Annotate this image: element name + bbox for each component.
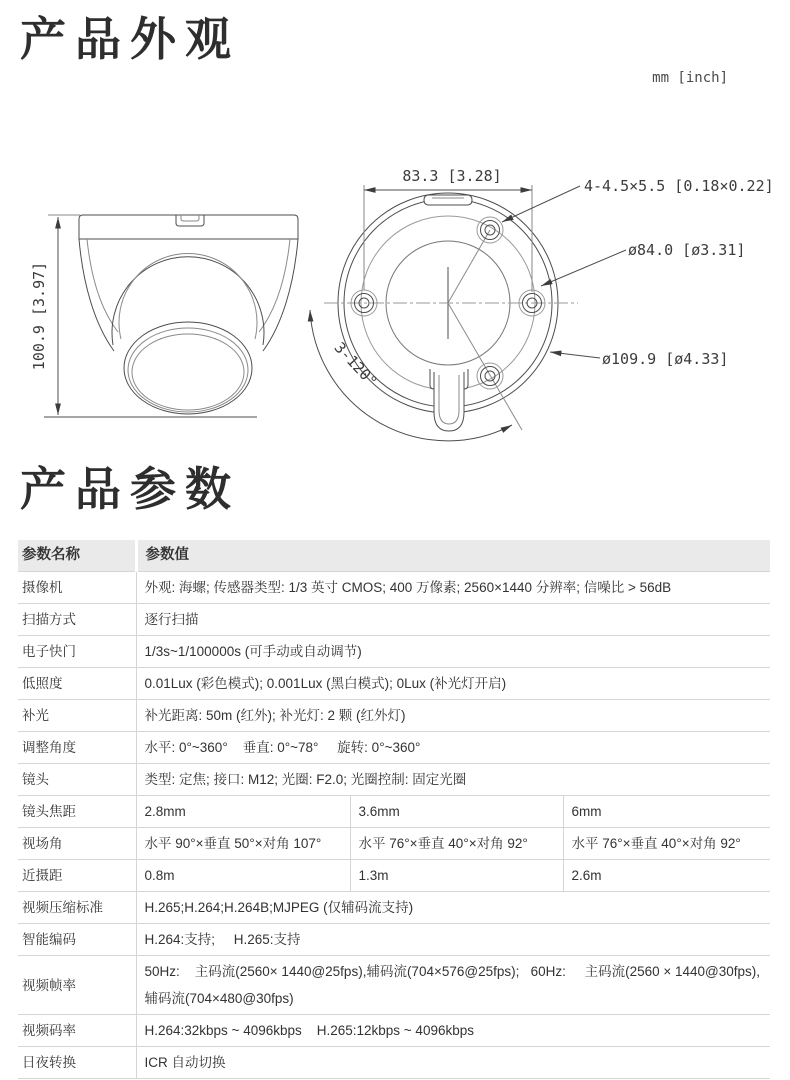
param-name-cell: 镜头焦距 [18,796,136,828]
table-row [18,796,770,828]
table-row [18,892,770,924]
param-name-cell: 日夜转换 [18,1047,136,1079]
table-row [18,1047,770,1079]
param-value-cell: 水平 76°×垂直 40°×对角 92° [563,828,770,860]
param-value-cell: 1.3m [350,860,563,892]
table-row [18,924,770,956]
param-value-cell: 50Hz: 主码流(2560× 1440@25fps),辅码流(704×576@25fps); 60Hz: 主码流(2560 × 1440@30fps),辅码流(704×480@30fps) [136,956,770,1015]
param-name-cell: 视场角 [18,828,136,860]
table-row [18,636,770,668]
side-view-height-dimension: 100.9 [3.97] [30,261,48,371]
param-value-header: 参数值 [136,540,770,572]
table-row [18,700,770,732]
param-name-cell: 智能编码 [18,924,136,956]
spec-table-body [18,572,770,1079]
param-name-cell: 摄像机 [18,572,136,604]
param-value-cell: 0.8m [136,860,350,892]
param-name-cell: 视频压缩标准 [18,892,136,924]
table-row [18,604,770,636]
camera-side-view [44,215,298,417]
spec-table [18,540,770,1079]
param-value-cell: 水平: 0°~360° 垂直: 0°~78° 旋转: 0°~360° [136,732,770,764]
param-value-cell: 类型: 定焦; 接口: M12; 光圈: F2.0; 光圈控制: 固定光圈 [136,764,770,796]
param-value-cell: 2.6m [563,860,770,892]
param-name-cell: 镜头 [18,764,136,796]
bottom-view-bolt-circle-dimension: ø84.0 [ø3.31] [628,241,746,259]
table-row [18,956,770,1015]
param-value-cell: 补光距离: 50m (红外); 补光灯: 2 颗 (红外灯) [136,700,770,732]
param-value-cell: 3.6mm [350,796,563,828]
param-name-cell: 视频码率 [18,1015,136,1047]
param-name-cell: 近摄距 [18,860,136,892]
param-name-cell: 扫描方式 [18,604,136,636]
param-value-cell: H.264:支持; H.265:支持 [136,924,770,956]
param-name-header: 参数名称 [18,540,136,572]
param-value-cell: 逐行扫描 [136,604,770,636]
param-value-cell: 0.01Lux (彩色模式); 0.001Lux (黑白模式); 0Lux (补光灯开启) [136,668,770,700]
bottom-view-mount-holes-dimension: 4-4.5×5.5 [0.18×0.22] [584,177,774,195]
camera-bottom-view [310,185,626,441]
table-row [18,828,770,860]
param-value-cell: ICR 自动切换 [136,1047,770,1079]
param-name-cell: 低照度 [18,668,136,700]
param-name-cell: 电子快门 [18,636,136,668]
param-name-cell: 补光 [18,700,136,732]
param-value-cell: 1/3s~1/100000s (可手动或自动调节) [136,636,770,668]
param-value-cell: 水平 90°×垂直 50°×对角 107° [136,828,350,860]
table-row [18,1015,770,1047]
table-header-row [18,540,770,572]
dimension-units-label: mm [inch] [652,70,728,86]
table-row [18,860,770,892]
parameters-section-title: 产品参数 [20,463,240,515]
param-value-cell: 水平 76°×垂直 40°×对角 92° [350,828,563,860]
param-value-cell: H.264:32kbps ~ 4096kbps H.265:12kbps ~ 4096kbps [136,1015,770,1047]
table-row [18,764,770,796]
param-value-cell: H.265;H.264;H.264B;MJPEG (仅辅码流支持) [136,892,770,924]
table-row [18,668,770,700]
table-row [18,572,770,604]
table-row [18,732,770,764]
param-value-cell: 2.8mm [136,796,350,828]
param-value-cell: 6mm [563,796,770,828]
param-value-cell: 外观: 海螺; 传感器类型: 1/3 英寸 CMOS; 400 万像素; 2560×1440 分辨率; 信噪比 > 56dB [136,572,770,604]
param-name-cell: 调整角度 [18,732,136,764]
bottom-view-mount-angle-dimension: 3-120° [330,338,381,391]
param-name-cell: 视频帧率 [18,956,136,1015]
bottom-view-hole-spacing-dimension: 83.3 [3.28] [402,167,502,185]
product-dimension-diagram [0,150,790,450]
appearance-section-title: 产品外观 [20,13,240,65]
bottom-view-outer-diameter-dimension: ø109.9 [ø4.33] [602,350,729,368]
